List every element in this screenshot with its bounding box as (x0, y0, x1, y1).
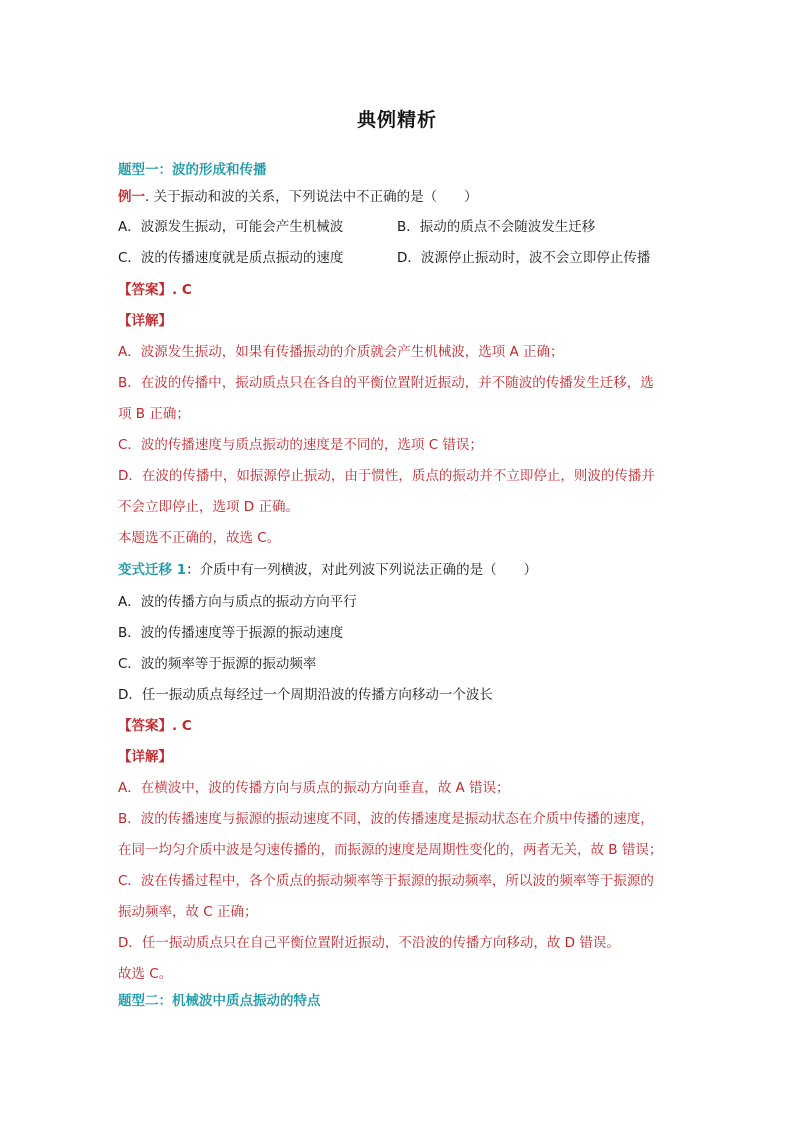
option-a: A．波的传播方向与质点的振动方向平行 (118, 594, 357, 610)
option-c: C．波的频率等于振源的振动频率 (118, 656, 317, 672)
explanation-c: C．波的传播速度与质点振动的速度是不同的，选项 C 错误； (118, 437, 483, 453)
explanation-d-line2: 不会立即停止，选项 D 正确。 (118, 499, 299, 515)
explanation-c-line1: C．波在传播过程中，各个质点的振动频率等于振源的振动频率，所以波的频率等于振源的 (118, 873, 654, 889)
topic-heading-2: 题型二：机械波中质点振动的特点 (118, 993, 321, 1009)
example-2-stem (118, 560, 537, 580)
page-title: 典例精析 (356, 109, 437, 131)
option-d: D．任一振动质点每经过一个周期沿波的传播方向移动一个波长 (118, 687, 493, 703)
explanation-c-line2: 振动频率，故 C 正确； (118, 904, 258, 920)
option-d: D．波源停止振动时，波不会立即停止传播 (397, 250, 651, 266)
answer-label: 【答案】. C (118, 282, 192, 298)
option-c: C．波的传播速度就是质点振动的速度 (118, 250, 344, 266)
explanation-b-line1: B．在波的传播中，振动质点只在各自的平衡位置附近振动，并不随波的传播发生迁移，选 (118, 375, 654, 391)
detail-label: 【详解】 (118, 313, 172, 329)
answer-label: 【答案】. C (118, 718, 192, 734)
question-text: . 关于振动和波的关系，下列说法中不正确的是（ ） (145, 189, 478, 205)
option-b: B．振动的质点不会随波发生迁移 (397, 219, 596, 235)
example-label: 例一 (118, 189, 145, 205)
example-label: 变式迁移 1 (118, 562, 187, 578)
explanation-d-line1: D．在波的传播中，如振源停止振动，由于惯性，质点的振动并不立即停止，则波的传播并 (118, 468, 655, 484)
conclusion: 故选 C。 (118, 966, 173, 982)
question-text: ：介质中有一列横波，对此列波下列说法正确的是（ ） (186, 562, 538, 578)
detail-label: 【详解】 (118, 749, 172, 765)
example-1-stem (118, 187, 478, 207)
conclusion: 本题选不正确的，故选 C。 (118, 530, 281, 546)
option-a: A．波源发生振动，可能会产生机械波 (118, 219, 344, 235)
option-b: B．波的传播速度等于振源的振动速度 (118, 625, 344, 641)
explanation-a: A．在横波中，波的传播方向与质点的振动方向垂直，故 A 错误； (118, 780, 510, 796)
explanation-b-line2: 项 B 正确； (118, 406, 190, 422)
explanation-b-line1: B．波的传播速度与振源的振动速度不同，波的传播速度是振动状态在介质中传播的速度， (118, 811, 654, 827)
topic-heading-1: 题型一：波的形成和传播 (118, 162, 267, 178)
explanation-a: A．波源发生振动，如果有传播振动的介质就会产生机械波，选项 A 正确； (118, 344, 564, 360)
explanation-b-line2: 在同一均匀介质中波是匀速传播的，而振源的速度是周期性变化的，两者无关，故 B 错误； (118, 842, 663, 858)
explanation-d: D．任一振动质点只在自己平衡位置附近振动，不沿波的传播方向移动，故 D 错误。 (118, 935, 620, 951)
